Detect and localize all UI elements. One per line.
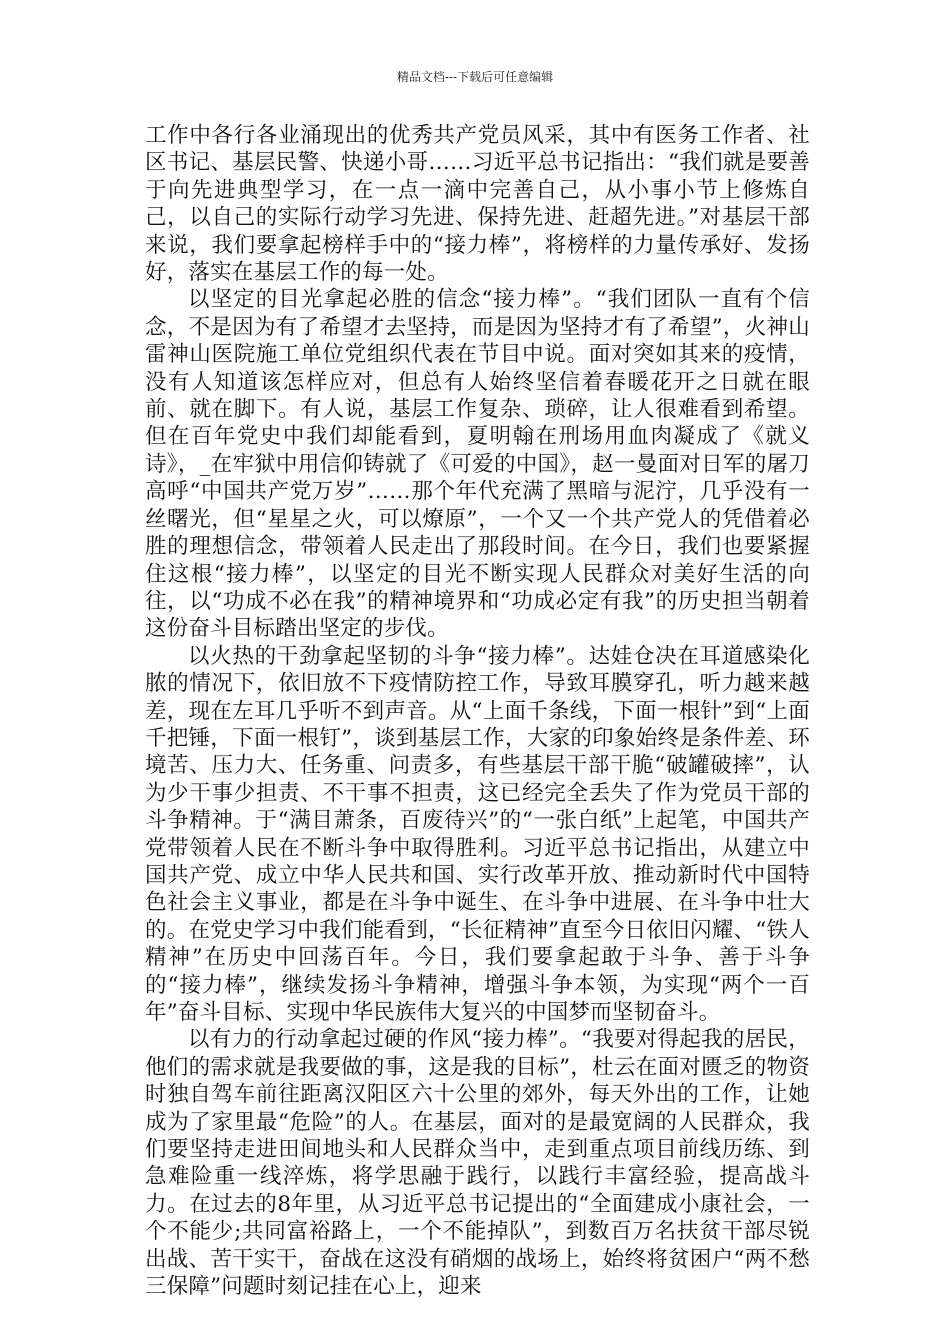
paragraph-3: 以火热的干劲拿起坚韧的斗争“接力棒”。达娃仓决在耳道感染化脓的情况下，依旧放不下疫情防控工作，导致耳膜穿孔，听力越来越差，现在左耳几乎听不到声音。从“上面千条线，下面一根针”到“上面千把锤，下面一根钉”，谈到基层工作，大家的印象始终是条件差、环境苦、压力大、任务重、问责多，有些基层干部干脆“破罐破摔”，认为少干事少担责、不干事不担责，这已经完全丢失了作为党员干部的斗争精神。于“满目萧条，百废待兴”的“一张白纸”上起笔，中国共产党带领着人民在不断斗争中取得胜利。习近平总书记指出，从建立中国共产党、成立中华人民共和国、实行改革开放、推动新时代中国特色社会主义事业，都是在斗争中诞生、在斗争中进展、在斗争中壮大的。在党史学习中我们能看到，“长征精神”直至今日依旧闪耀、“铁人精神”在历史中回荡百年。今日，我们要拿起敢于斗争、善于斗争的“接力棒”，继续发扬斗争精神，增强斗争本领，为实现“两个一百年”奋斗目标、实现中华民族伟大复兴的中国梦而坚韧奋斗。 xyxy=(145,643,810,1025)
paragraph-2: 以坚定的目光拿起必胜的信念“接力棒”。“我们团队一直有个信念，不是因为有了希望才去坚持，而是因为坚持才有了希望”，火神山雷神山医院施工单位党组织代表在节目中说。面对突如其来的疫情，没有人知道该怎样应对，但总有人始终坚信着春暖花开之日就在眼前、就在脚下。有人说，基层工作复杂、琐碎，让人很难看到希望。但在百年党史中我们却能看到，夏明翰在刑场用血肉凝成了《就义诗》，_在牢狱中用信仰铸就了《可爱的中国》，赵一曼面对日军的屠刀高呼“中国共产党万岁”……那个年代充满了黑暗与泥泞，几乎没有一丝曙光，但“星星之火，可以燎原”，一个又一个共产党人的凭借着必胜的理想信念，带领着人民走出了那段时间。在今日，我们也要紧握住这根“接力棒”，以坚定的目光不断实现人民群众对美好生活的向往，以“功成不必在我”的精神境界和“功成必定有我”的历史担当朝着这份奋斗目标踏出坚定的步伐。 xyxy=(145,287,810,642)
document-body xyxy=(145,122,810,1300)
page-header: 精品文档---下载后可任意编辑 xyxy=(396,70,554,84)
paragraph-1: 工作中各行各业涌现出的优秀共产党员风采，其中有医务工作者、社区书记、基层民警、快递小哥……习近平总书记指出：“我们就是要善于向先进典型学习，在一点一滴中完善自己，从小事小节上修炼自己，以自己的实际行动学习先进、保持先进、赶超先进。”对基层干部来说，我们要拿起榜样手中的“接力棒”，将榜样的力量传承好、发扬好，落实在基层工作的每一处。 xyxy=(145,123,810,286)
paragraph-4: 以有力的行动拿起过硬的作风“接力棒”。“我要对得起我的居民，他们的需求就是我要做的事，这是我的目标”，杜云在面对匮乏的物资时独自驾车前往距离汉阳区六十公里的郊外，每天外出的工作，让她成为了家里最“危险”的人。在基层，面对的是最宽阔的人民群众，我们要坚持走进田间地头和人民群众当中，走到重点项目前线历练、到急难险重一线淬炼，将学思融于践行，以践行丰富经验，提高战斗力。在过去的8年里，从习近平总书记提出的“全面建成小康社会，一个不能少;共同富裕路上，一个不能掉队”，到数百万名扶贫干部尽锐出战、苦干实干，奋战在这没有硝烟的战场上，始终将贫困户“两不愁三保障”问题时刻记挂在心上，迎来 xyxy=(145,1027,810,1300)
